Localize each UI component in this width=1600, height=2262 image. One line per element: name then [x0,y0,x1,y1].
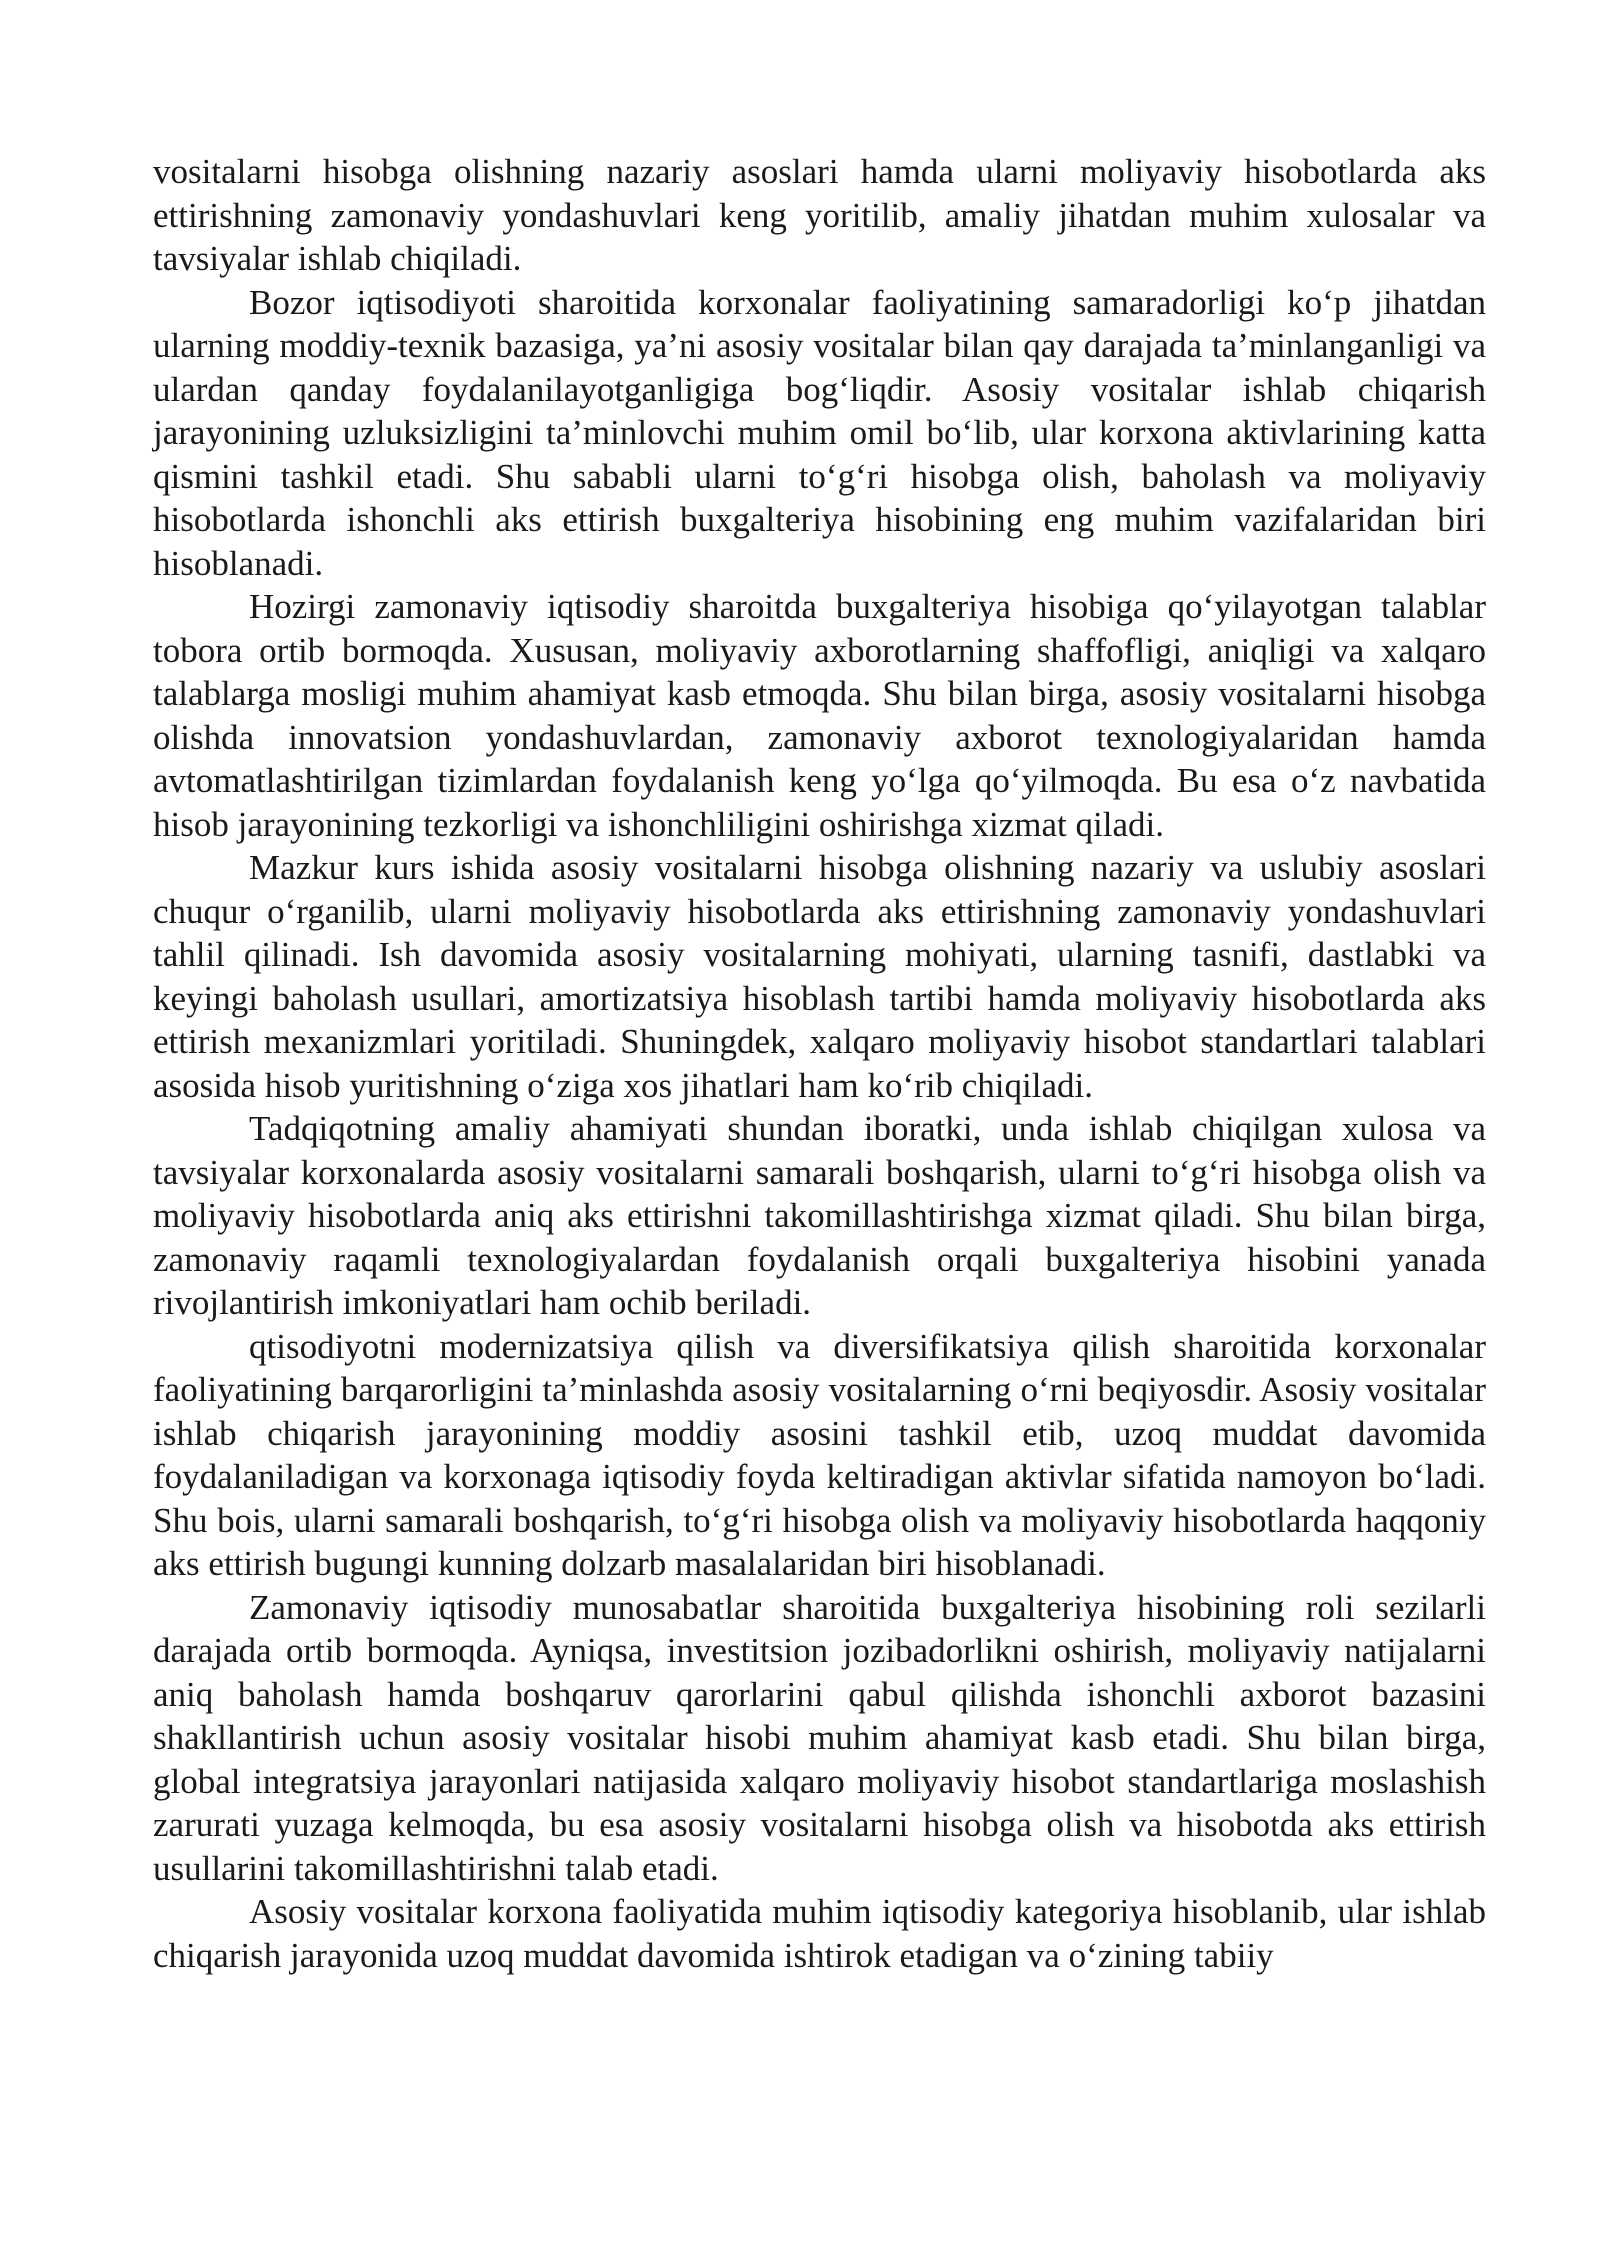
document-body [153,150,1486,1977]
paragraph-1: vositalarni hisobga olishning nazariy asoslari hamda ularni moliyaviy hisobotlarda aks ettirishning zamonaviy yondashuvlari keng yoritilib, amaliy jihatdan muhim xulosalar va tavsiyalar ishlab chiqiladi. [153,152,1486,278]
paragraph-8: Asosiy vositalar korxona faoliyatida muhim iqtisodiy kategoriya hisoblanib, ular ishlab chiqarish jarayonida uzoq muddat davomida ishtirok etadigan va o‘zining tabiiy [153,1892,1486,1975]
paragraph-4: Mazkur kurs ishida asosiy vositalarni hisobga olishning nazariy va uslubiy asoslari chuqur o‘rganilib, ularni moliyaviy hisobotlarda aks ettirishning zamonaviy yondashuvlari tahlil qilinadi. Ish davomida asosiy vositalarning mohiyati, ularning tasnifi, dastlabki va keyingi baholash usullari, amortizatsiya hisoblash tartibi hamda moliyaviy hisobotlarda aks ettirish mexanizmlari yoritiladi. Shuningdek, xalqaro moliyaviy hisobot standartlari talablari asosida hisob yuritishning o‘ziga xos jihatlari ham ko‘rib chiqiladi. [153,848,1486,1105]
paragraph-2: Bozor iqtisodiyoti sharoitida korxonalar faoliyatining samaradorligi ko‘p jihatdan ularning moddiy-texnik bazasiga, ya’ni asosiy vositalar bilan qay darajada ta’minlanganligi va ulardan qanday foydalanilayotganligiga bog‘liqdir. Asosiy vositalar ishlab chiqarish jarayonining uzluksizligini ta’minlovchi muhim omil bo‘lib, ular korxona aktivlarining katta qismini tashkil etadi. Shu sababli ularni to‘g‘ri hisobga olish, baholash va moliyaviy hisobotlarda ishonchli aks ettirish buxgalteriya hisobining eng muhim vazifalaridan biri hisoblanadi. [153,282,1486,583]
paragraph-7: Zamonaviy iqtisodiy munosabatlar sharoitida buxgalteriya hisobining roli sezilarli darajada ortib bormoqda. Ayniqsa, investitsion jozibadorlikni oshirish, moliyaviy natijalarni aniq baholash hamda boshqaruv qarorlarini qabul qilishda ishonchli axborot bazasini shakllantirish uchun asosiy vositalar hisobi muhim ahamiyat kasb etadi. Shu bilan birga, global integratsiya jarayonlari natijasida xalqaro moliyaviy hisobot standartlariga moslashish zarurati yuzaga kelmoqda, bu esa asosiy vositalarni hisobga olish va hisobotda aks ettirish usullarini takomillashtirishni talab etadi. [153,1587,1486,1888]
paragraph-5: Tadqiqotning amaliy ahamiyati shundan iboratki, unda ishlab chiqilgan xulosa va tavsiyalar korxonalarda asosiy vositalarni samarali boshqarish, ularni to‘g‘ri hisobga olish va moliyaviy hisobotlarda aniq aks ettirishni takomillashtirishga xizmat qiladi. Shu bilan birga, zamonaviy raqamli texnologiyalardan foydalanish orqali buxgalteriya hisobini yanada rivojlantirish imkoniyatlari ham ochib beriladi. [153,1109,1486,1322]
paragraph-6: qtisodiyotni modernizatsiya qilish va diversifikatsiya qilish sharoitida korxonalar faoliyatining barqarorligini ta’minlashda asosiy vositalarning o‘rni beqiyosdir. Asosiy vositalar ishlab chiqarish jarayonining moddiy asosini tashkil etib, uzoq muddat davomida foydalaniladigan va korxonaga iqtisodiy foyda keltiradigan aktivlar sifatida namoyon bo‘ladi. Shu bois, ularni samarali boshqarish, to‘g‘ri hisobga olish va moliyaviy hisobotlarda haqqoniy aks ettirish bugungi kunning dolzarb masalalaridan biri hisoblanadi. [153,1326,1486,1583]
paragraph-3: Hozirgi zamonaviy iqtisodiy sharoitda buxgalteriya hisobiga qo‘yilayotgan talablar tobora ortib bormoqda. Xususan, moliyaviy axborotlarning shaffofligi, aniqligi va xalqaro talablarga mosligi muhim ahamiyat kasb etmoqda. Shu bilan birga, asosiy vositalarni hisobga olishda innovatsion yondashuvlardan, zamonaviy axborot texnologiyalaridan hamda avtomatlashtirilgan tizimlardan foydalanish keng yo‘lga qo‘yilmoqda. Bu esa o‘z navbatida hisob jarayonining tezkorligi va ishonchliligini oshirishga xizmat qiladi. [153,587,1486,844]
